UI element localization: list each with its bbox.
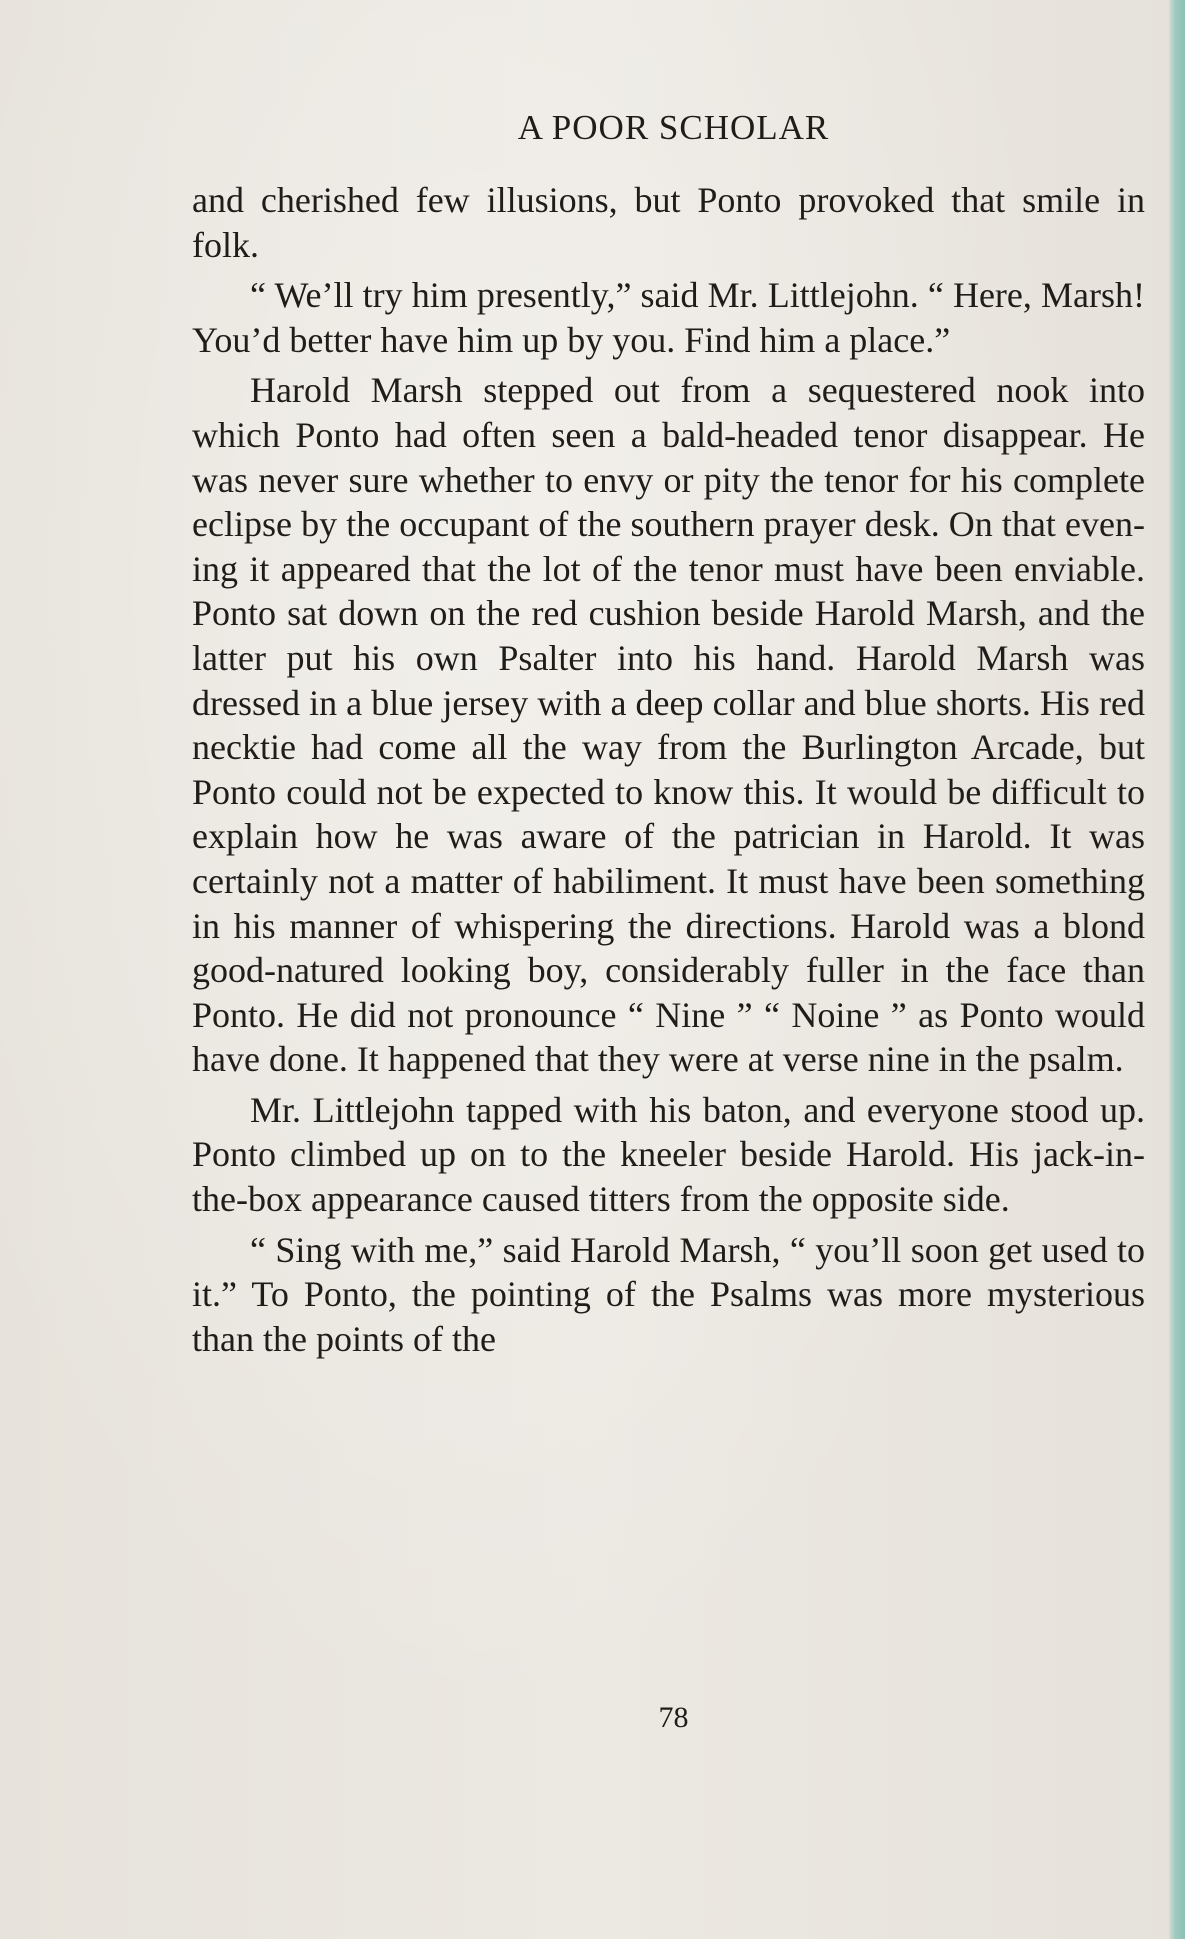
page-edge — [1169, 0, 1185, 1939]
paragraph: Harold Marsh stepped out from a sequestered nook into which Ponto had often seen a bald-headed tenor disappear. He was never sure whether to envy or pity the tenor for his complete eclipse by the occupant of the southern prayer desk. On that evening it appeared that the lot of the tenor must have been enviable. Ponto sat down on the red cushion beside Harold Marsh, and the latter put his own Psalter into his hand. Harold Marsh was dressed in a blue jersey with a deep collar and blue shorts. His red necktie had come all the way from the Burlington Arcade, but Ponto could not be expected to know this. It would be difficult to explain how he was aware of the patrician in Harold. It was certainly not a matter of habiliment. It must have been something in his manner of whispering the directions. Harold was a blond good-natured looking boy, considerably fuller in the face than Ponto. He did not pronounce “ Nine ” “ Noine ” as Ponto would have done. It happened that they were at verse nine in the psalm. — [192, 370, 1145, 1080]
paragraph: “ We’ll try him presently,” said Mr. Littlejohn. “ Here, Marsh! You’d better have him up by you. Find him a place.” — [192, 275, 1145, 360]
running-head: A POOR SCHOLAR — [517, 108, 830, 147]
paragraph-continued: and cherished few illusions, but Ponto provoked that smile in folk. — [192, 180, 1145, 265]
paragraph: Mr. Littlejohn tapped with his baton, and everyone stood up. Ponto climbed up on to the kneeler beside Harold. His jack-in-the-box appearance caused titters from the opposite side. — [192, 1089, 1145, 1220]
body-text — [192, 178, 1145, 1367]
page-number: 78 — [658, 1701, 689, 1734]
paragraph: “ Sing with me,” said Harold Marsh, “ you’ll soon get used to it.” To Ponto, the pointing of the Psalms was more mysterious than the points of the — [192, 1229, 1145, 1359]
